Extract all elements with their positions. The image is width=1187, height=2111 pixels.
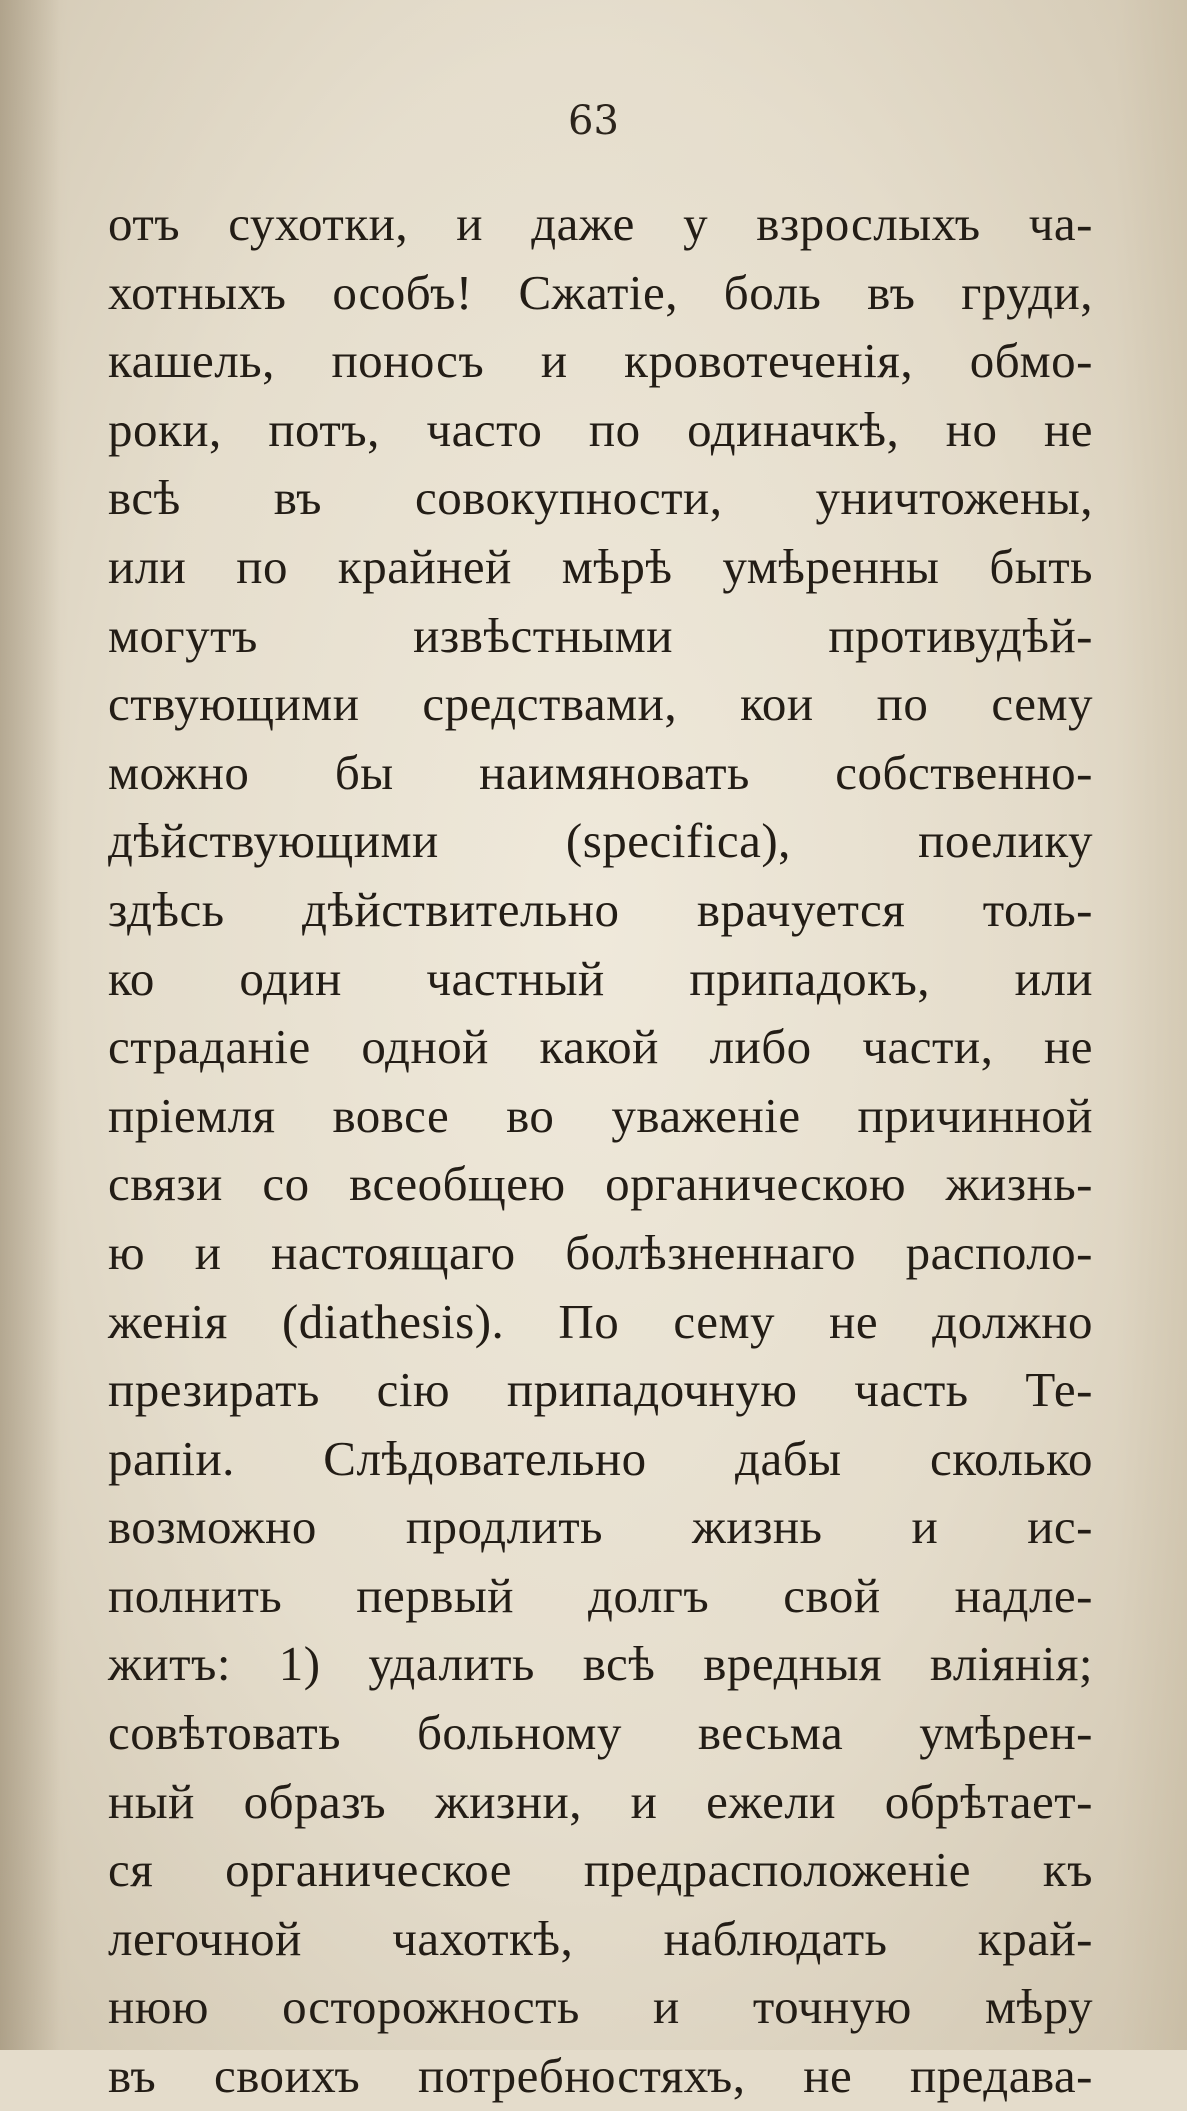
- text-line: всѣ въ совокупности, уничтожены,: [108, 470, 1093, 526]
- text-line: можно бы наимяновать собственно-: [108, 744, 1093, 800]
- text-line: житъ: 1) удалить всѣ вредныя вліянія;: [108, 1636, 1093, 1692]
- text-line: ко один частный припадокъ, или: [108, 950, 1093, 1006]
- text-line: рапіи. Слѣдовательно дабы сколько: [108, 1430, 1093, 1486]
- text-line: связи со всеобщею органическою жизнь-: [108, 1156, 1093, 1212]
- page-body-text: [108, 190, 1093, 2111]
- text-line: легочной чахоткѣ, наблюдать край-: [108, 1910, 1093, 1966]
- text-line: могутъ извѣстными противудѣй-: [108, 607, 1093, 663]
- text-line: женія (diathesis). По сему не должно: [108, 1293, 1093, 1349]
- text-line: полнить первый долгъ свой надле-: [108, 1567, 1093, 1623]
- text-line: нюю осторожность и точную мѣру: [108, 1979, 1093, 2035]
- text-line: въ своихъ потребностяхъ, не предава-: [108, 2048, 1093, 2104]
- text-line: отъ сухотки, и даже у взрослыхъ ча-: [108, 196, 1093, 251]
- text-line: совѣтовать больному весьма умѣрен-: [108, 1705, 1093, 1761]
- text-line: дѣйствующими (specifica), поелику: [108, 813, 1093, 869]
- text-line: возможно продлить жизнь и ис-: [108, 1499, 1093, 1555]
- page-gutter-shadow: [0, 0, 60, 2050]
- text-line: кашель, поносъ и кровотеченія, обмо-: [108, 333, 1093, 389]
- text-line: ный образъ жизни, и ежели обрѣтает-: [108, 1773, 1093, 1829]
- text-line: ствующими средствами, кои по сему: [108, 676, 1093, 732]
- text-line: презирать сію припадочную часть Те-: [108, 1362, 1093, 1418]
- text-line: или по крайней мѣрѣ умѣренны быть: [108, 538, 1093, 594]
- text-line: здѣсь дѣйствительно врачуется толь-: [108, 881, 1093, 937]
- text-line: страданіе одной какой либо части, не: [108, 1019, 1093, 1075]
- text-line: ся органическое предрасположеніе къ: [108, 1842, 1093, 1898]
- text-line: пріемля вовсе во уваженіе причинной: [108, 1087, 1093, 1143]
- text-line: хотныхъ особъ! Сжатіе, боль въ груди,: [108, 264, 1093, 320]
- text-line: роки, потъ, часто по одиначкѣ, но не: [108, 401, 1093, 457]
- text-line: ю и настоящаго болѣзненнаго располо-: [108, 1224, 1093, 1280]
- page-number: 63: [568, 98, 619, 144]
